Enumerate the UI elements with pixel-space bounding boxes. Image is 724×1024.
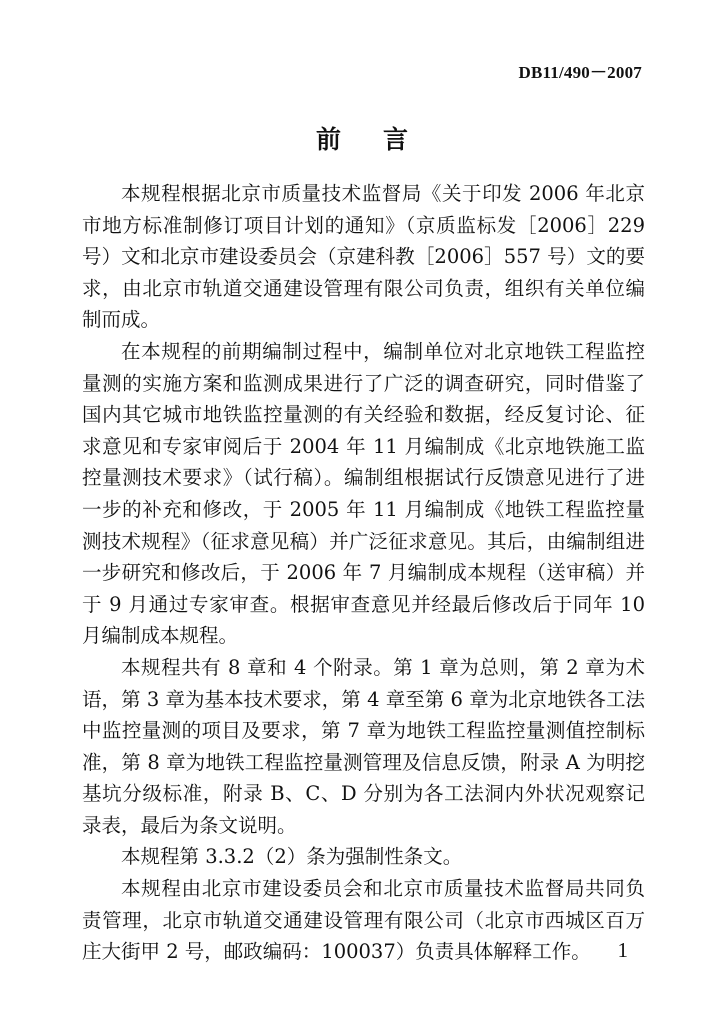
paragraph: 本规程根据北京市质量技术监督局《关于印发 2006 年北京市地方标准制修订项目计划的通知》（京质监标发［2006］229 号）文和北京市建设委员会（京建科教［2006］557 号）文的要求，由北京市轨道交通建设管理有限公司负责，组织有关单位编制而成。 (82, 182, 645, 332)
page-number: 1 (617, 938, 628, 962)
paragraph: 本规程由北京市建设委员会和北京市质量技术监督局共同负责管理，北京市轨道交通建设管理有限公司（北京市西城区百万庄大街甲 2 号，邮政编码：100037）负责具体解释工作。 (82, 877, 645, 964)
paragraph: 本规程第 3.3.2（2）条为强制性条文。 (121, 845, 463, 869)
paragraph: 在本规程的前期编制过程中，编制单位对北京地铁工程监控量测的实施方案和监测成果进行了广泛的调查研究，同时借鉴了国内其它城市地铁监控量测的有关经验和数据，经反复讨论、征求意见和专家审阅后于 2004 年 11 月编制成《北京地铁施工监控量测技术要求》（试行稿）。编制组根据试行反馈意见进行了进一步的补充和修改，于 2005 年 11 月编制成《地铁工程监控量测技术规程》（征求意见稿）并广泛征求意见。其后，由编制组进一步研究和修改后，于 2006 年 7 月编制成本规程（送审稿）并于 9 月通过专家审查。根据审查意见并经最后修改后于同年 10 月编制成本规程。 (82, 339, 645, 648)
paragraph: 本规程共有 8 章和 4 个附录。第 1 章为总则，第 2 章为术语，第 3 章为基本技术要求，第 4 章至第 6 章为北京地铁各工法中监控量测的项目及要求，第 7 章为地铁工程监控量测值控制标准，第 8 章为地铁工程监控量测管理及信息反馈，附录 A 为明挖基坑分级标准，附录 B、C、D 分别为各工法洞内外状况观察记录表，最后为条文说明。 (82, 655, 645, 837)
standard-code: DB11/490－2007 (518, 63, 642, 82)
body-text (82, 178, 645, 968)
section-heading: 前言 (315, 125, 450, 154)
